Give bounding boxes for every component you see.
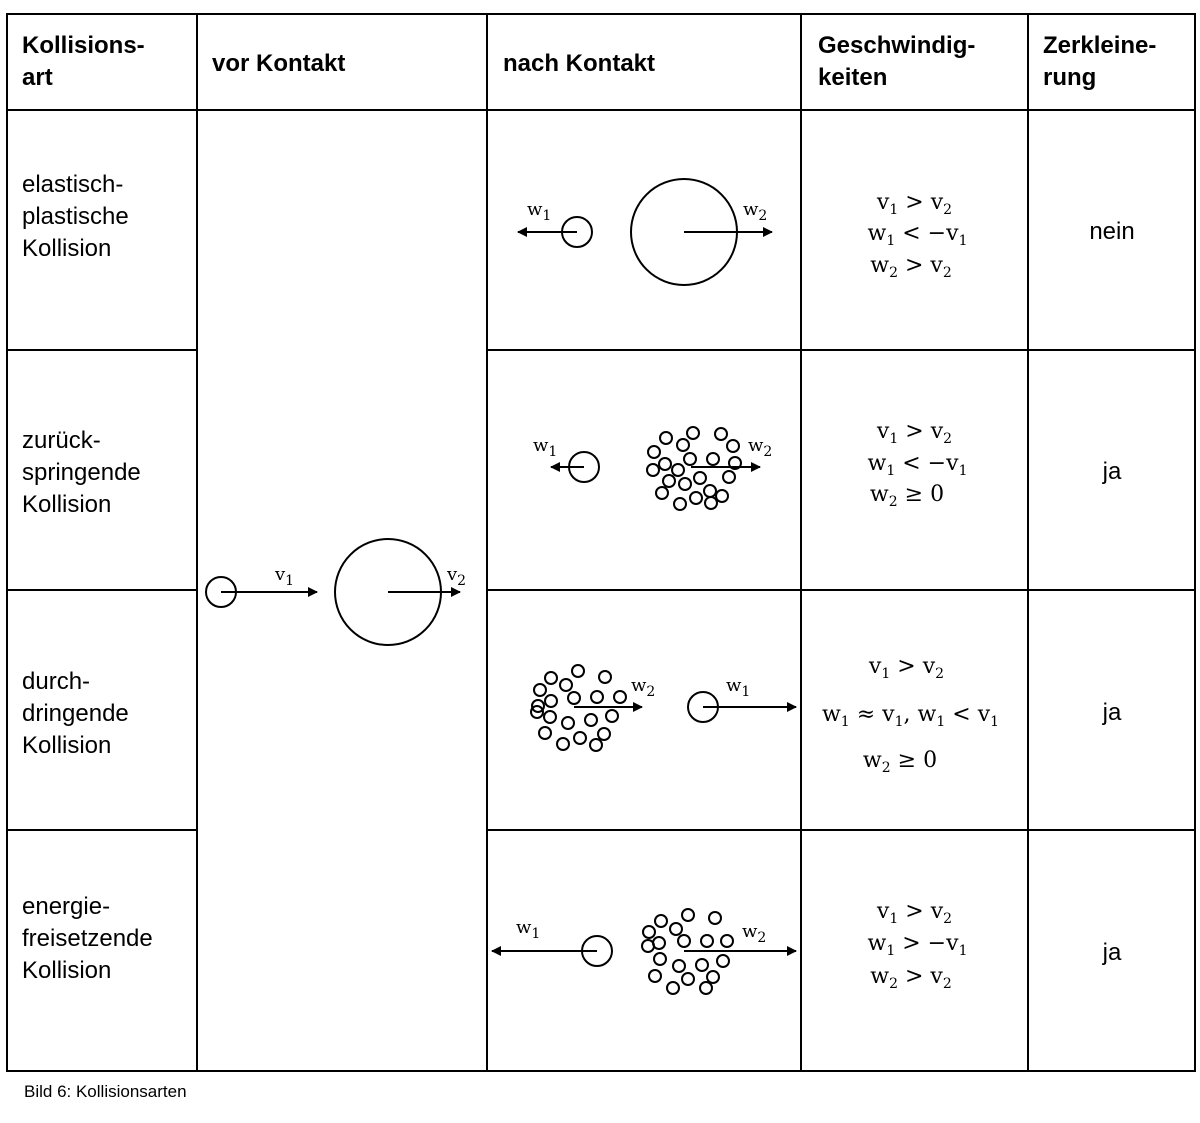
v1-label: $v_1$: [275, 564, 295, 589]
fragment-cluster: [647, 427, 741, 510]
table-grid: [7, 14, 1195, 1071]
row-3-w2-label: $w_2$: [631, 675, 656, 700]
row-3-geschwindigkeiten: $v_1 > v_2$ $w_1 \approx v_1$, $w_1 < v_1$ $w_2 \ge 0$: [821, 654, 1000, 776]
header-zerkleinerung: Zerkleine- rung: [1043, 32, 1157, 91]
row-1-w1-label: $w_1$: [527, 199, 552, 224]
figure-caption: Bild 6: Kollisionsarten: [24, 1082, 187, 1101]
row-4-w2-label: $w_2$: [742, 921, 767, 946]
row-2-nach-kontakt-illustration: [551, 427, 760, 510]
row-3-w1-label: $w_1$: [726, 675, 751, 700]
row-2-w1-label: $w_1$: [533, 435, 558, 460]
row-1-geschwindigkeiten: $v_1 > v_2$ $w_1 < -v_1$ $w_2 > v_2$: [867, 190, 968, 281]
row-2-w2-label: $w_2$: [748, 435, 773, 460]
vor-kontakt-illustration: [206, 539, 460, 645]
row-2-geschwindigkeiten: $v_1 > v_2$ $w_1 < -v_1$ $w_2 \ge 0$: [867, 419, 968, 510]
row-3-nach-kontakt-illustration: [531, 665, 796, 751]
row-1-nach-kontakt-illustration: [518, 179, 772, 285]
row-4-geschwindigkeiten: $v_1 > v_2$ $w_1 > -v_1$ $w_2 > v_2$: [867, 899, 968, 992]
header-kollisionsart: Kollisions- art: [22, 32, 145, 91]
row-1-zerkleinerung: nein: [1089, 218, 1135, 245]
row-4-w1-label: $w_1$: [516, 917, 541, 942]
header-nach-kontakt: nach Kontakt: [503, 50, 656, 77]
row-1-w2-label: $w_2$: [743, 199, 768, 224]
row-2-zerkleinerung: ja: [1102, 458, 1122, 485]
row-2-kollisionsart: zurück- springende Kollision: [22, 427, 141, 518]
header-vor-kontakt: vor Kontakt: [212, 50, 346, 77]
row-1-kollisionsart: elastisch- plastische Kollision: [22, 171, 129, 262]
v2-label: $v_2$: [447, 564, 467, 589]
row-3-zerkleinerung: ja: [1102, 699, 1122, 726]
row-3-kollisionsart: durch- dringende Kollision: [22, 668, 129, 759]
row-4-zerkleinerung: ja: [1102, 939, 1122, 966]
header-geschwindigkeiten: Geschwindig- keiten: [818, 32, 976, 91]
row-4-kollisionsart: energie- freisetzende Kollision: [22, 893, 153, 984]
